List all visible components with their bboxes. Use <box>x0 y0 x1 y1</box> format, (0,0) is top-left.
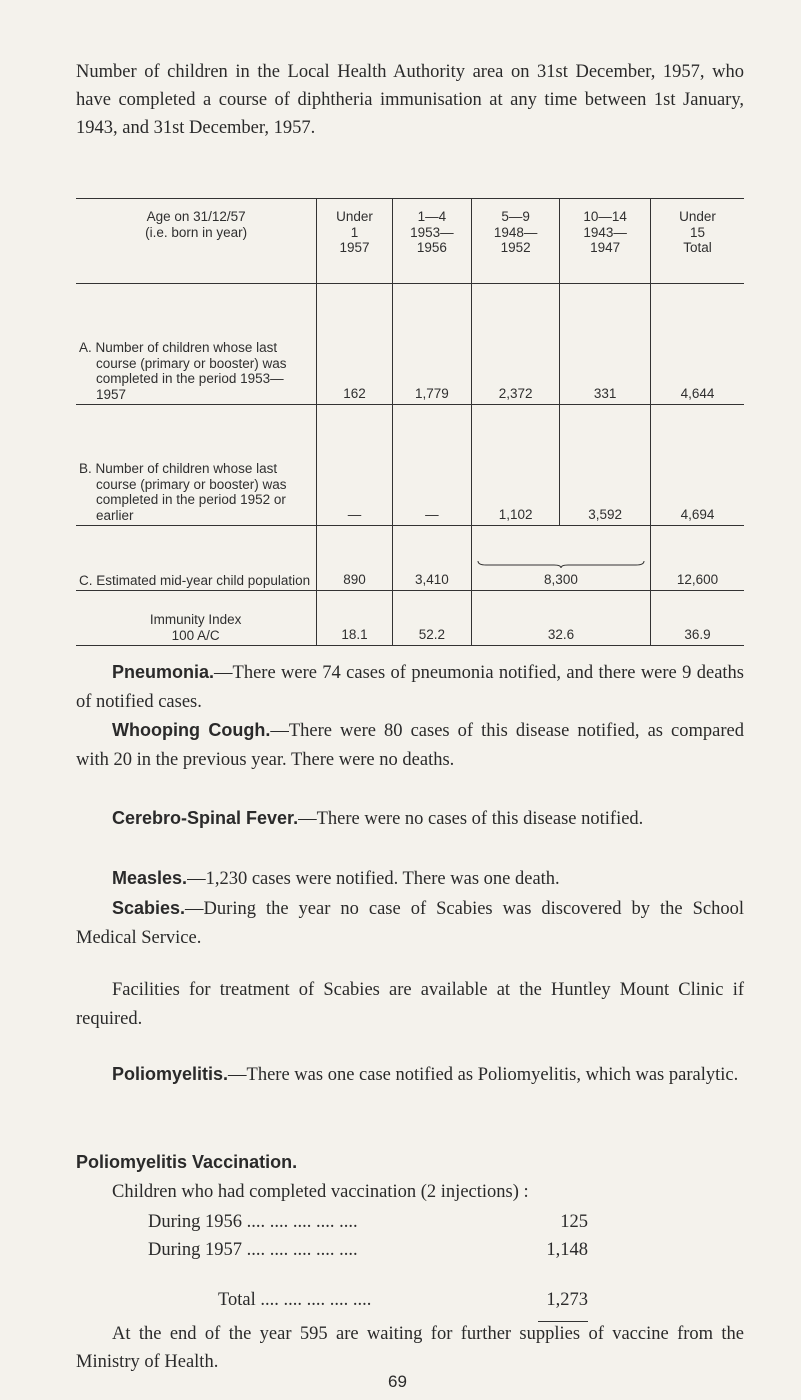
vaccination-heading: Poliomyelitis Vaccination. <box>76 1152 298 1172</box>
vaccination-total-row: Total .... .... .... .... .... 1,273 <box>218 1290 588 1310</box>
table-cell: — <box>317 405 393 526</box>
table-cell: 1,779 <box>392 284 471 405</box>
scabies-facilities-paragraph: Facilities for treatment of Scabies are available at the Huntley Mount Clinic if required. <box>76 980 744 1029</box>
row-b-label: B. Number of children whose last course (primary or booster) was completed in the period 1952 or earlier <box>76 405 317 526</box>
brace-icon <box>476 560 646 568</box>
table-cell: 52.2 <box>392 591 471 646</box>
section-heading: Whooping Cough. <box>112 720 271 740</box>
pneumonia-paragraph: Pneumonia.—There were 74 cases of pneumonia notified, and there were 9 deaths of notified cases. <box>76 662 744 712</box>
table-cell: 12,600 <box>650 526 744 591</box>
table-cell-merged: 8,300 <box>471 526 650 591</box>
header-10-14: 10—14 1943— 1947 <box>560 199 651 284</box>
table-cell: 1,102 <box>471 405 559 526</box>
table-cell: 331 <box>560 284 651 405</box>
immunisation-table <box>76 198 744 646</box>
header-1-4: 1—4 1953— 1956 <box>392 199 471 284</box>
table-cell: 2,372 <box>471 284 559 405</box>
table-cell: 4,694 <box>650 405 744 526</box>
final-paragraph: At the end of the year 595 are waiting for further supplies of vaccine from the Ministry of Health. <box>76 1324 744 1372</box>
table-header-row <box>76 199 744 284</box>
row-c-label: C. Estimated mid-year child population <box>76 526 317 591</box>
table-row <box>76 284 744 405</box>
table-cell: 3,592 <box>560 405 651 526</box>
section-heading: Poliomyelitis. <box>112 1064 229 1084</box>
header-under-15-total: Under 15 Total <box>650 199 744 284</box>
scabies-paragraph: Scabies.—During the year no case of Scabies was discovered by the School Medical Service. <box>76 898 744 948</box>
section-heading: Scabies. <box>112 898 186 918</box>
table-row <box>76 526 744 591</box>
table-row <box>76 591 744 646</box>
table-cell: 890 <box>317 526 393 591</box>
section-heading: Measles. <box>112 868 188 888</box>
poliomyelitis-paragraph: Poliomyelitis.—There was one case notified as Poliomyelitis, which was paralytic. <box>112 1064 739 1085</box>
header-age: Age on 31/12/57 (i.e. born in year) <box>76 199 317 284</box>
header-under-1: Under 1 1957 <box>317 199 393 284</box>
row-a-label: A. Number of children whose last course (primary or booster) was completed in the period 1953—1957 <box>76 284 317 405</box>
table-cell: — <box>392 405 471 526</box>
table-cell: 4,644 <box>650 284 744 405</box>
table-cell: 3,410 <box>392 526 471 591</box>
vaccination-row-1957: During 1957 .... .... .... .... .... 1,148 <box>148 1240 588 1260</box>
vaccination-intro: Children who had completed vaccination (2 injections) : <box>112 1182 529 1202</box>
table-row <box>76 405 744 526</box>
table-cell: 18.1 <box>317 591 393 646</box>
section-heading: Pneumonia. <box>112 662 215 682</box>
table-cell: 36.9 <box>650 591 744 646</box>
header-5-9: 5—9 1948— 1952 <box>471 199 559 284</box>
vaccination-row-1956: During 1956 .... .... .... .... .... 125 <box>148 1212 588 1232</box>
immunity-index-label: Immunity Index 100 A/C <box>76 591 317 646</box>
cerebro-spinal-paragraph: Cerebro-Spinal Fever.—There were no cases of this disease notified. <box>112 808 644 829</box>
section-heading: Cerebro-Spinal Fever. <box>112 808 299 828</box>
table-cell: 162 <box>317 284 393 405</box>
table-cell-merged: 32.6 <box>471 591 650 646</box>
page-number: 69 <box>388 1372 407 1391</box>
measles-paragraph: Measles.—1,230 cases were notified. There was one death. <box>112 868 560 889</box>
whooping-cough-paragraph: Whooping Cough.—There were 80 cases of this disease notified, as compared with 20 in the previous year. There were no deaths. <box>76 720 744 770</box>
table-caption: Number of children in the Local Health Authority area on 31st December, 1957, who have completed a course of diphtheria immunisation at any time between 1st January, 1943, and 31st December, 1957. <box>76 62 744 138</box>
